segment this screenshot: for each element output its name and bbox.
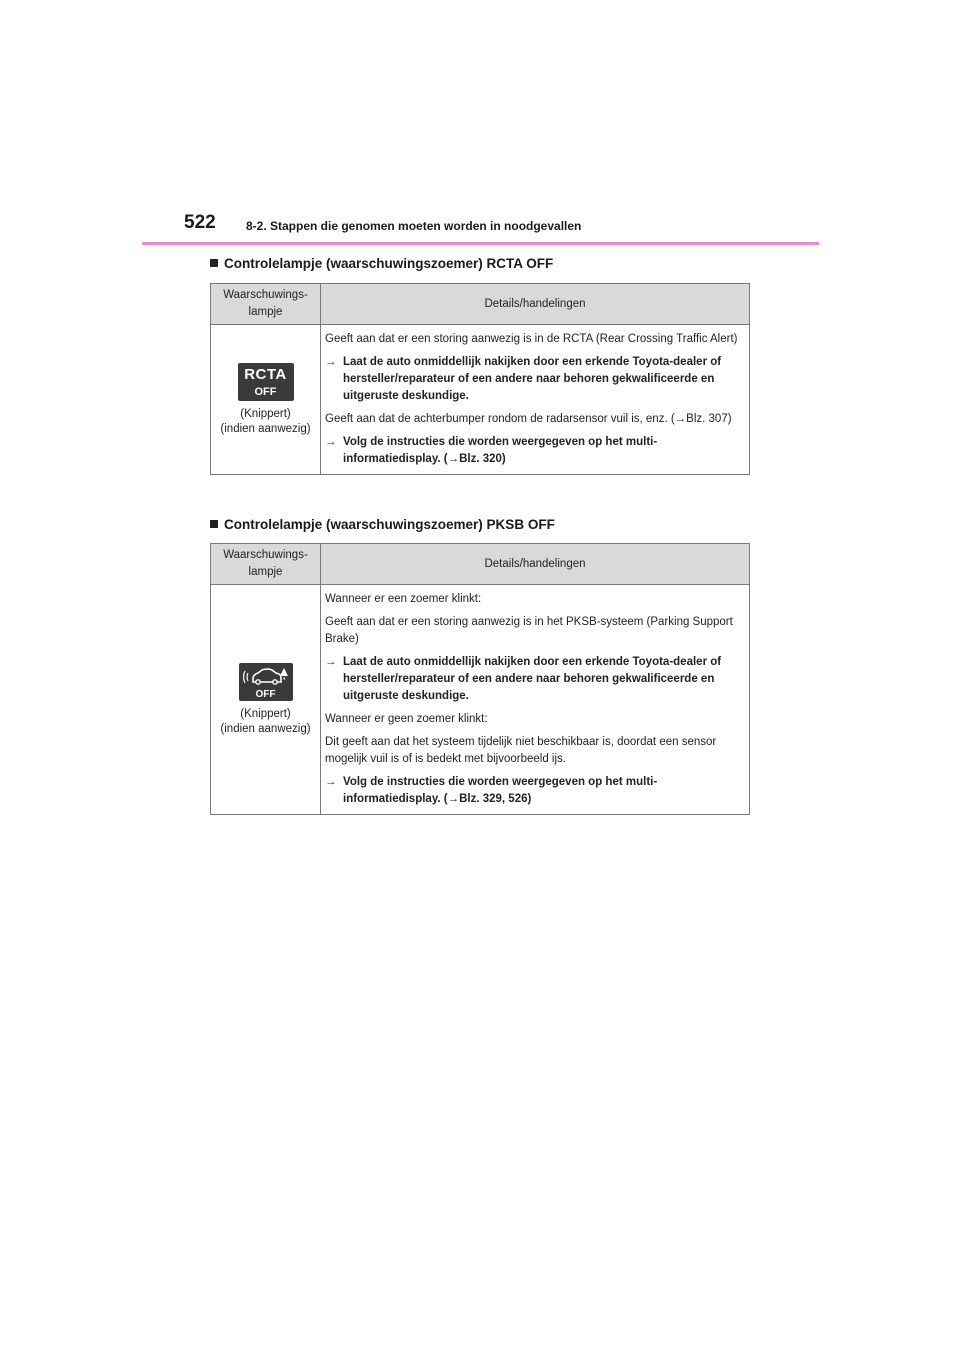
- chapter-title: 8-2. Stappen die genomen moeten worden in noodgevallen: [246, 219, 582, 233]
- rcta-icon-off-label: OFF: [254, 385, 277, 398]
- column-header-details: Details/handelingen: [321, 284, 750, 325]
- table-row: [211, 325, 750, 475]
- section-heading-pksb: [210, 517, 555, 532]
- pksb-icon-off-label: OFF: [255, 688, 276, 700]
- details-cell: [321, 325, 750, 475]
- details-paragraph: Geeft aan dat er een storing aanwezig is in het PKSB-systeem (Parking Support Brake): [325, 616, 733, 645]
- column-header-lamp: Waarschuwings- lampje: [211, 544, 321, 585]
- arrow-right-icon: →: [325, 776, 337, 788]
- rcta-off-icon: [238, 363, 294, 401]
- column-header-lamp: Waarschuwings- lampje: [211, 284, 321, 325]
- pksb-warning-table: [210, 543, 750, 815]
- action-item: [325, 774, 745, 808]
- lamp-caption-if-equipped: (indien aanwezig): [220, 422, 311, 435]
- action-text: Laat de auto onmiddellijk nakijken door een erkende Toyota-dealer of hersteller/reparateur of een andere naar behoren gekwalificeerde en uitgeruste deskundige.: [343, 656, 722, 702]
- rcta-icon-label: RCTA: [244, 365, 287, 383]
- header-rule: [142, 242, 819, 245]
- arrow-right-icon: →: [325, 436, 337, 448]
- section-heading-text: Controlelampje (waarschuwingszoemer) PKSB OFF: [224, 517, 555, 532]
- section-heading-rcta: [210, 256, 553, 271]
- table-header-row: [211, 544, 750, 585]
- page-number: 522: [184, 212, 216, 233]
- action-text: Laat de auto onmiddellijk nakijken door een erkende Toyota-dealer of hersteller/reparateur of een andere naar behoren gekwalificeerde en uitgeruste deskundige.: [343, 356, 722, 402]
- table-row: [211, 585, 750, 815]
- car-sensor-icon: [239, 663, 293, 687]
- table-header-row: [211, 284, 750, 325]
- details-paragraph: Wanneer er een zoemer klinkt:: [325, 593, 482, 605]
- action-text: Volg de instructies die worden weergegeven op het multi-informatiedisplay. (→Blz. 329, 526): [343, 776, 658, 805]
- details-paragraph: Dit geeft aan dat het systeem tijdelijk niet beschikbaar is, doordat een sensor mogelijk vuil is of is bedekt met bijvoorbeeld ijs.: [325, 736, 717, 765]
- lamp-caption-flashing: (Knippert): [240, 707, 291, 720]
- details-paragraph: Wanneer er geen zoemer klinkt:: [325, 713, 488, 725]
- arrow-right-icon: →: [325, 356, 337, 368]
- rcta-warning-table: [210, 283, 750, 475]
- lamp-caption-flashing: (Knippert): [240, 407, 291, 420]
- action-item: [325, 654, 745, 705]
- details-paragraph: Geeft aan dat de achterbumper rondom de radarsensor vuil is, enz. (→Blz. 307): [325, 413, 732, 425]
- lamp-cell: [211, 325, 321, 475]
- column-header-details: Details/handelingen: [321, 544, 750, 585]
- details-cell: [321, 585, 750, 815]
- arrow-right-icon: →: [325, 656, 337, 668]
- square-bullet-icon: [210, 520, 218, 528]
- lamp-cell: [211, 585, 321, 815]
- square-bullet-icon: [210, 259, 218, 267]
- section-heading-text: Controlelampje (waarschuwingszoemer) RCTA OFF: [224, 256, 554, 271]
- action-item: [325, 354, 745, 405]
- action-text: Volg de instructies die worden weergegeven op het multi-informatiedisplay. (→Blz. 320): [343, 436, 658, 465]
- pksb-off-icon: [239, 663, 293, 701]
- action-item: [325, 434, 745, 468]
- lamp-caption-if-equipped: (indien aanwezig): [220, 722, 311, 735]
- details-paragraph: Geeft aan dat er een storing aanwezig is in de RCTA (Rear Crossing Traffic Alert): [325, 333, 738, 345]
